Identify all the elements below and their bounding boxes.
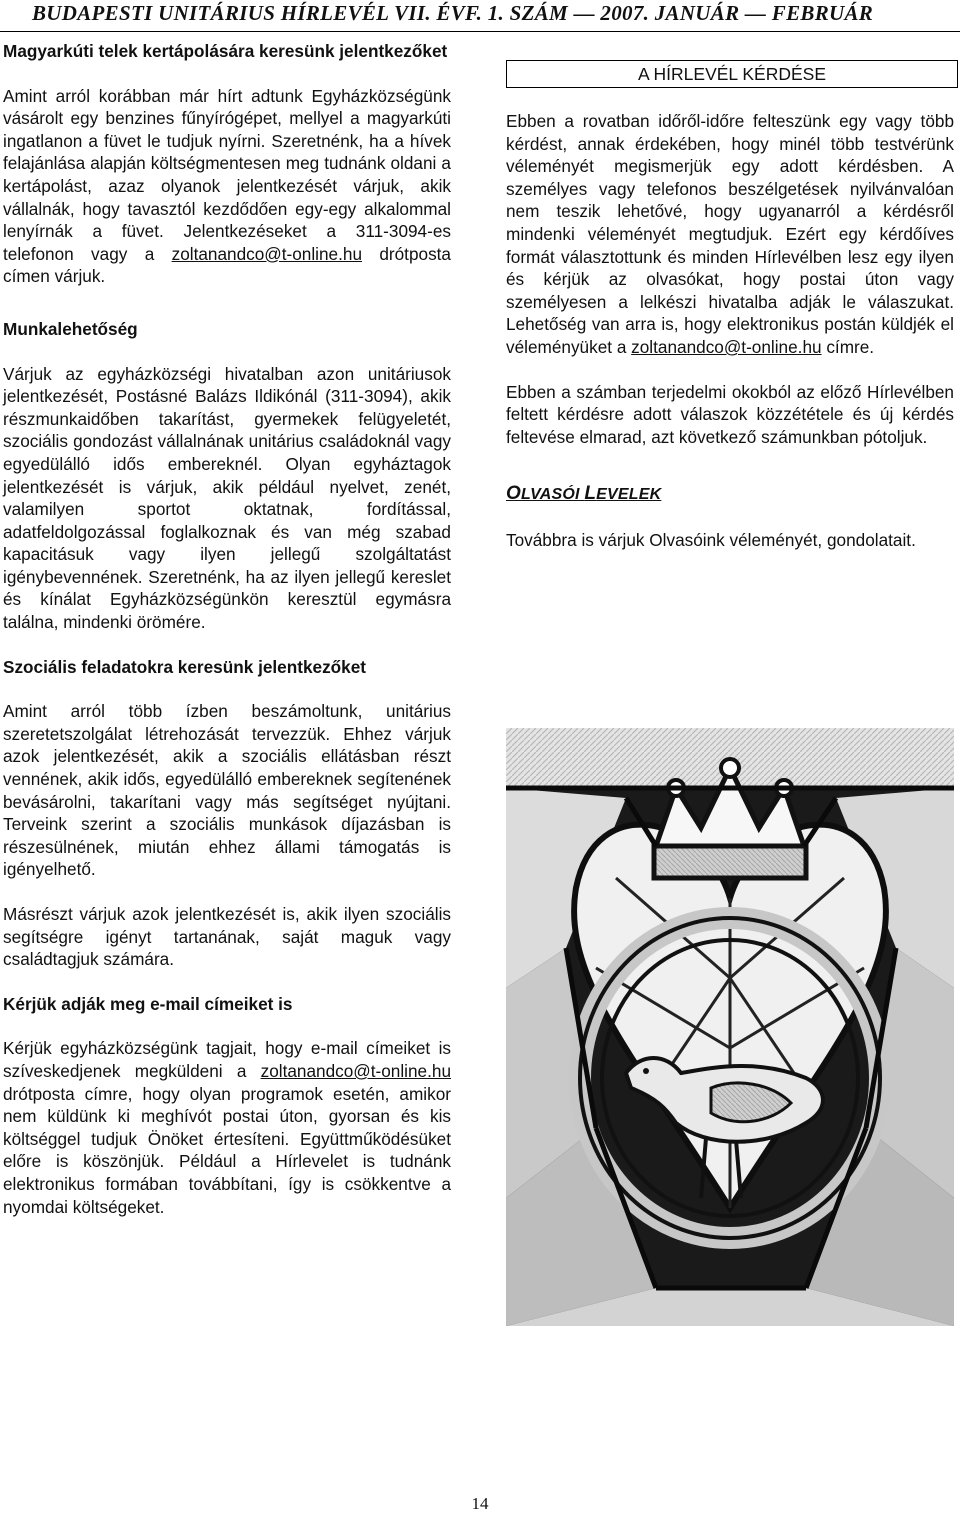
- section-title-munkalehetoseg: Munkalehetőség: [3, 318, 138, 339]
- stained-glass-photo: [506, 728, 954, 1326]
- section-title-email: Kérjük adják meg e-mail címeiket is: [3, 993, 293, 1014]
- paragraph-magyarkut: Amint arról korábban már hírt adtunk Egyházközségünk vásárolt egy benzines fűnyírógépet, mellyel a magyarkúti ingatlanon a füvet le tudjuk nyírni. Szeretnénk, ha a hívek felajánlása alapján költségmentesen meg tudnánk oldani a kertápolást, azaz olyanok jelentkezését várjuk, akik vállalnák, hogy tavasztól kezdődően egy-egy alkalommal lenyírnák a füvet. Jelentkezéseket a 311-3094-es telefonon vagy a zoltanandco@t-online.hu drótposta címen várjuk.: [3, 85, 451, 287]
- paragraph-munkalehetoseg: Várjuk az egyházközségi hivatalban azon unitáriusok jelentkezését, Postásné Balázs Ildikónál (311-3094), akik részmunkaidőben takarítást, gyermekek felügyeletét, szociális gondozást vállalnának unitárius családoknál vagy egyedülálló idős embereknél. Olyan egyháztagok jelentkezését is várjuk, akik például nyelvet, zenét, valamilyen sportot oktatnak, fordítással, adatfeldolgozással foglalkoznak és van még szabad kapacitásuk vagy ilyen jellegű szolgáltatást igénybevennének. Szeretnénk, ha az ilyen jellegű kereslet és kínálat Egyházközségünkön keresztül egymásra találna, mindenki örömére.: [3, 363, 451, 633]
- paragraph-email: Kérjük egyházközségünk tagjait, hogy e-mail címeiket is szíveskedjenek megküldeni a zoltanandco@t-online.hu drótposta címre, hogy olyan programok esetén, amikor nem küldünk ki meghívót postai úton, gyorsan és kis költséggel tudjuk Önöket értesíteni. Együttműködésüket előre is köszönjük. Például a Hírlevelet is tudnánk elektronikus formában továbbítani, így is csökkentve a nyomdai költségeket.: [3, 1038, 451, 1217]
- page-number: 14: [471, 1494, 489, 1513]
- question-box-title: A HÍRLEVÉL KÉRDÉSE: [506, 60, 958, 88]
- paragraph-kerdes: Ebben a rovatban időről-időre felteszünk egy vagy több kérdést, annak érdekében, hogy minél több testvérünk véleményét megismerjük egy adott kérdésben. A személyes vagy telefonos beszélgetések nyilvánvalóan nem teszik lehetővé, hogy ugyanarról a kérdésről mindenki véleményét megtudjuk. Ezért egy kérdőíves formát választottunk és minden Hírlevélben lesz egy ilyen és kérjük az olvasókat, hogy postai úton vagy személyesen a lelkészi hivatalba adják le válaszukat. Lehetőség van arra is, hogy elektronikus postán küldjék el véleményüket a zoltanandco@t-online.hu címre.: [506, 111, 954, 357]
- paragraph-olvasoi: Továbbra is várjuk Olvasóink véleményét, gondolatait.: [506, 529, 916, 550]
- email-link[interactable]: zoltanandco@t-online.hu: [260, 1060, 451, 1081]
- section-title-magyarkut: Magyarkúti telek kertápolására keresünk jelentkezőket: [3, 41, 448, 61]
- paragraph-szocialis-2: Másrészt várjuk azok jelentkezését is, akik ilyen szociális segítségre igényt tartanának, saját maguk vagy családtagjuk számára.: [3, 904, 451, 970]
- email-link[interactable]: zoltanandco@t-online.hu: [631, 336, 822, 357]
- section-title-olvasoi-levelek: OLVASÓI LEVELEK: [506, 483, 662, 505]
- right-column: [506, 110, 954, 552]
- section-title-szocialis: Szociális feladatokra keresünk jelentkezőket: [3, 656, 367, 677]
- left-column: [3, 40, 451, 1218]
- paragraph-elmarad: Ebben a számban terjedelmi okokból az előző Hírlevélben feltett kérdésre adott válaszok közzététele és új kérdés feltevése elmarad, azt következő számunkban pótoljuk.: [506, 381, 954, 447]
- paragraph-szocialis-1: Amint arról több ízben beszámoltunk, unitárius szeretetszolgálat létrehozását tervezzük. Ehhez várjuk azok jelentkezését, akik a szociális ellátásban részt vennének, akik idős, egyedülálló embereknek segítenének bevásárolni, takarítani vagy más segítséget nyújtani. Terveink szerint a szociális munkások díjazásban is részesülnének, miután ehhez állami támogatás is igényelhető.: [3, 701, 451, 880]
- email-link[interactable]: zoltanandco@t-online.hu: [171, 243, 362, 264]
- running-header: BUDAPESTI UNITÁRIUS HÍRLEVÉL VII. ÉVF. 1. SZÁM — 2007. JANUÁR — FEBRUÁR: [0, 0, 960, 32]
